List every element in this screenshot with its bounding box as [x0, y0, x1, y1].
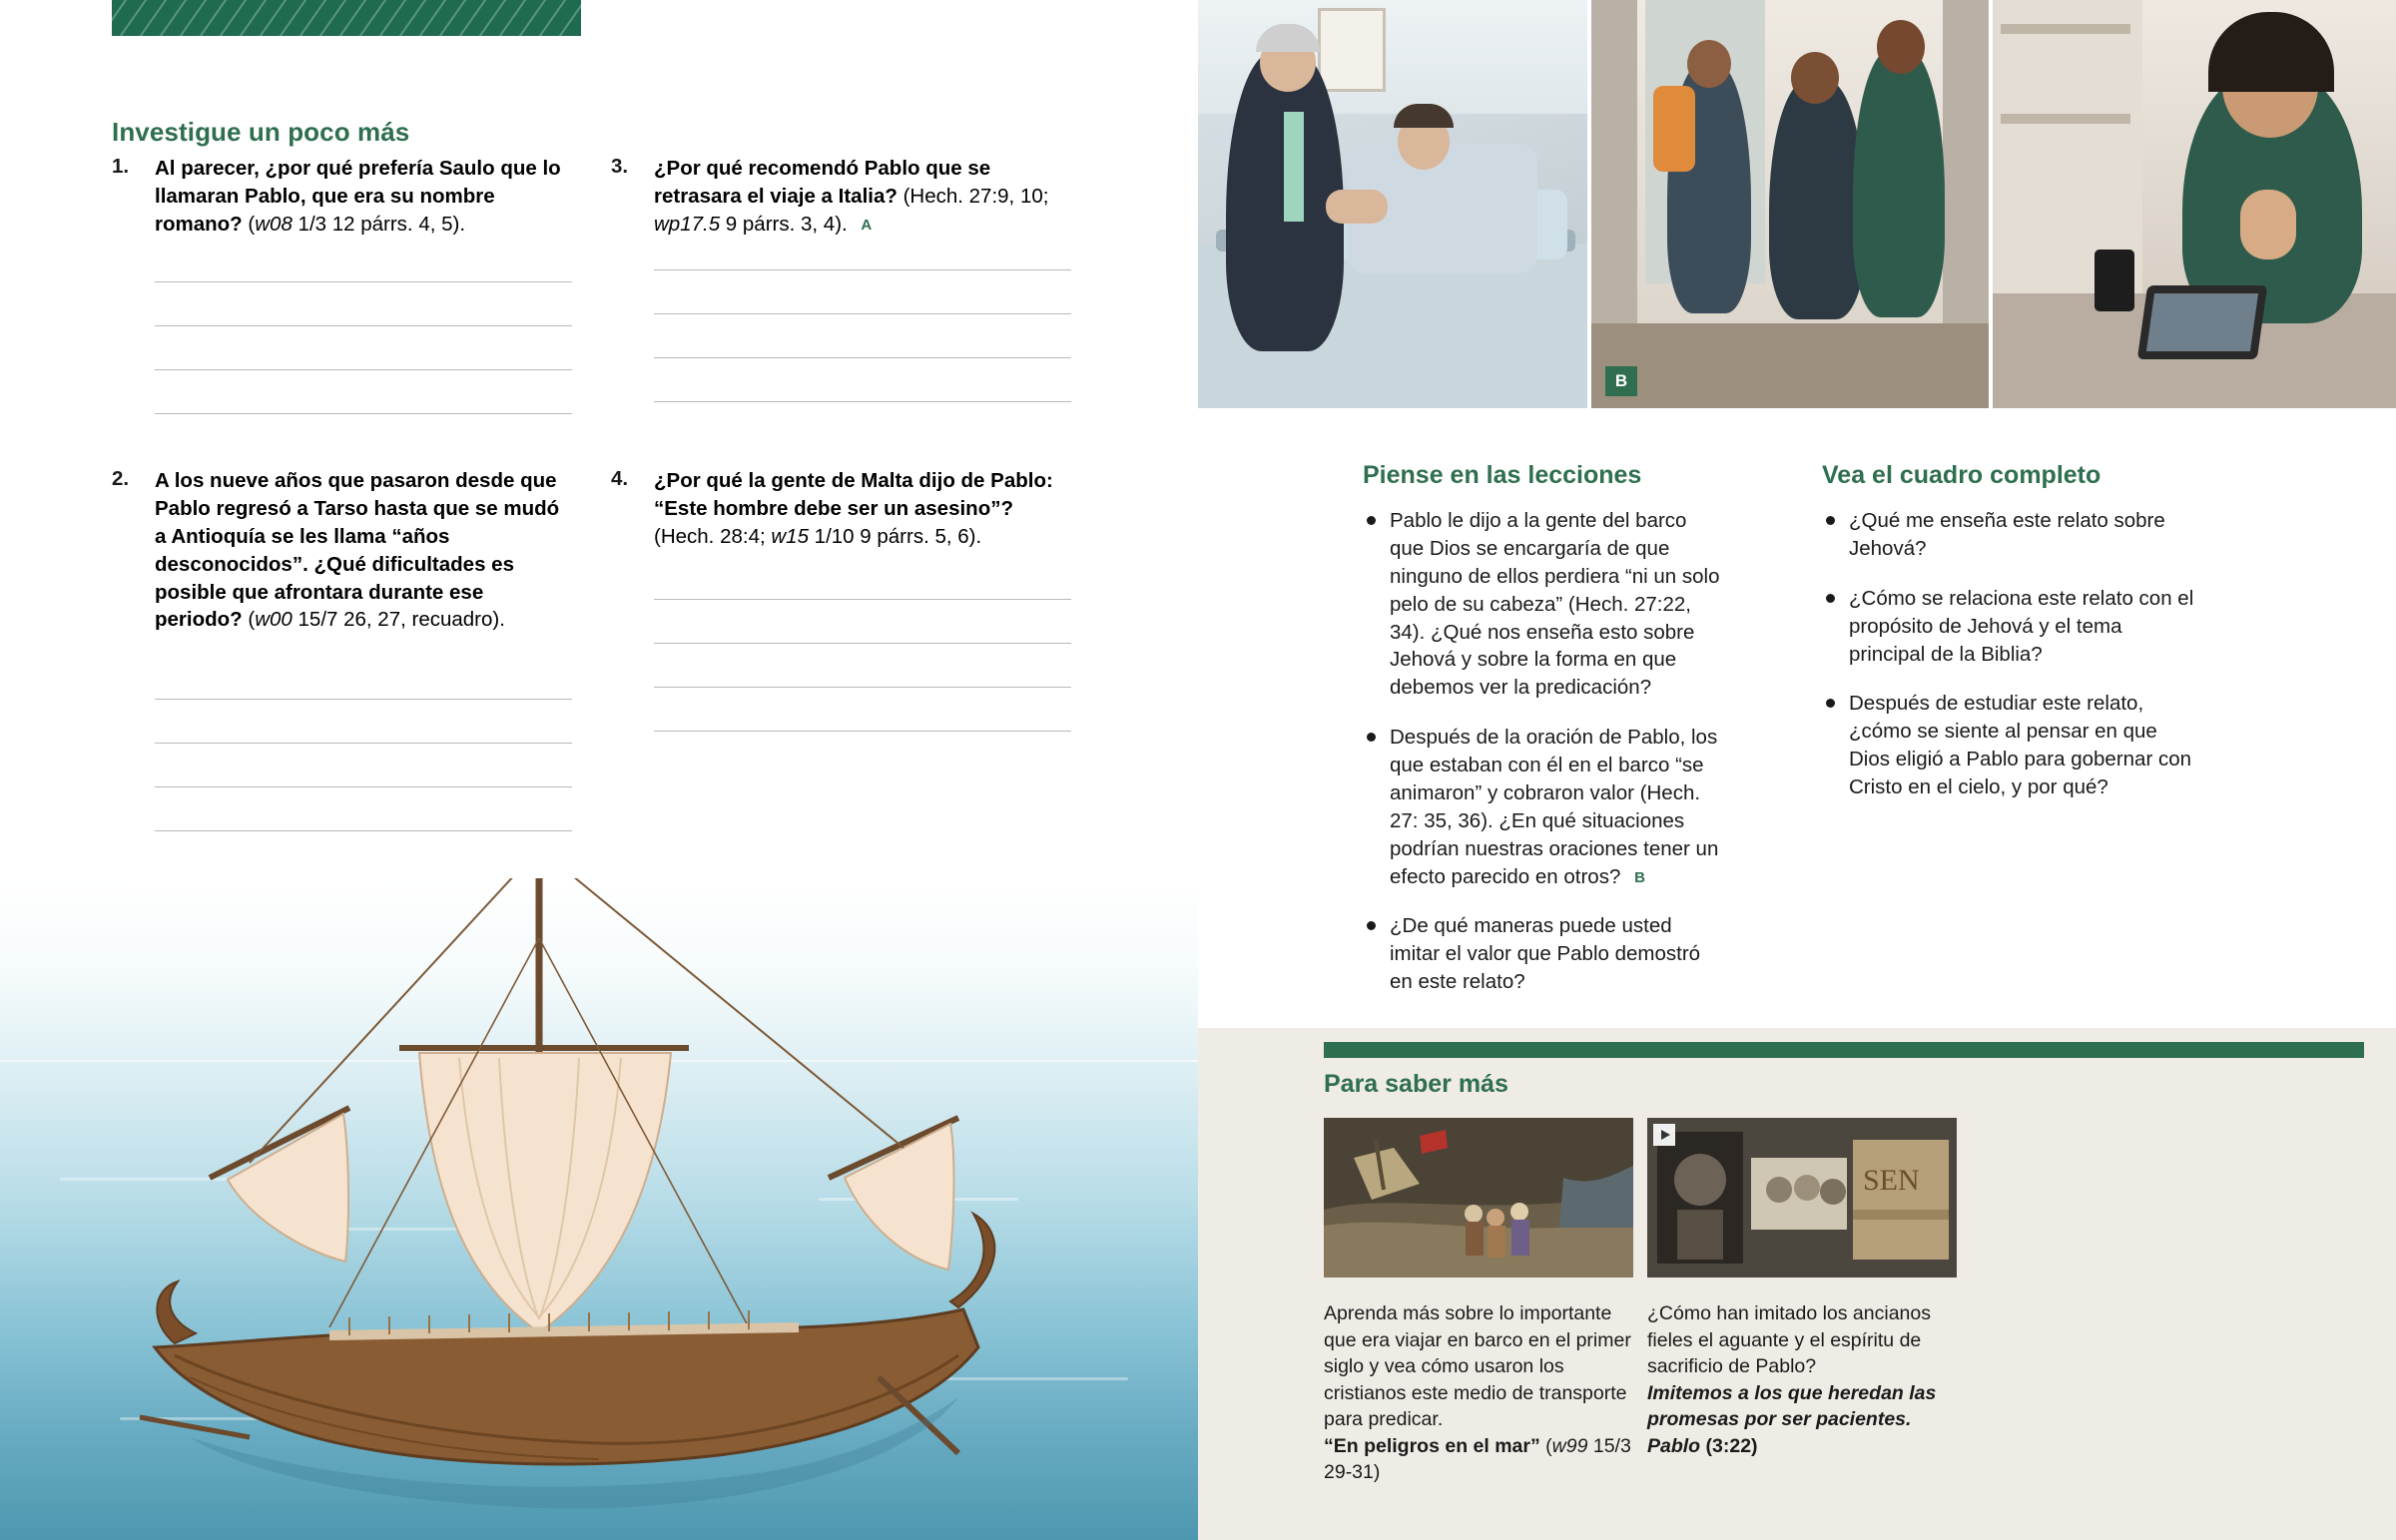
section-title-big-picture: Vea el cuadro completo [1822, 461, 2101, 489]
learn-more-thumb-video[interactable] [1647, 1118, 1957, 1278]
decorative-green-bar [112, 0, 581, 36]
question-4-ref-italic: w15 [771, 524, 809, 548]
question-2-text [155, 467, 569, 634]
lessons-badge-b: B [1634, 868, 1645, 886]
learn-more-rule [1324, 1042, 2364, 1058]
question-1-bold: Al parecer, ¿por qué prefería Saulo que lo llamaran Pablo, que era su nombre romano? [155, 157, 561, 236]
lessons-item-1: Pablo le dijo a la gente del barco que Dios se encargaría de que ninguno de ellos perdiera “ni un solo pelo de su cabeza” (Hech. 27:22, 34). ¿Qué nos enseña esto sobre Jehová y sobre la forma en que debemos ver la predicación? [1363, 507, 1722, 702]
question-3-number: 3. [611, 155, 629, 178]
question-3-ref-italic: wp17.5 [654, 212, 721, 236]
question-3-text [654, 155, 1068, 239]
question-4-number: 4. [611, 467, 629, 490]
big-picture-item-3: Después de estudiar este relato, ¿cómo se siente al pensar en que Dios eligió a Pablo para gobernar con Cristo en el cielo, y por qué? [1822, 690, 2201, 801]
question-2-ref-rest: 15/7 26, 27, recuadro). [292, 608, 505, 632]
question-2-ref-italic: w00 [255, 608, 293, 632]
learn-more-section [1198, 1028, 2396, 1540]
big-picture-list [1822, 507, 2201, 823]
learn-more-text-2 [1647, 1300, 1967, 1459]
learn-more-body-2: ¿Cómo han imitado los ancianos fieles el aguante y el espíritu de sacrificio de Pablo? [1647, 1302, 1931, 1378]
question-2-ref-prefix: ( [242, 608, 256, 632]
question-4-ref-prefix: (Hech. 28:4; [654, 524, 772, 548]
photo-strip [1198, 0, 2396, 408]
question-1-ref-rest: 1/3 12 párrs. 4, 5). [292, 212, 466, 236]
lessons-item-2-text: Después de la oración de Pablo, los que estaban con él en el barco “se animaron” y cobraron valor (Hech. 27: 35, 36). ¿En qué situaciones podrían nuestras oraciones tener un efecto parecido en otros? [1390, 726, 1719, 888]
question-3-ref-rest: 9 párrs. 3, 4). [720, 212, 848, 236]
question-3-bold: ¿Por qué recomendó Pablo que se retrasara el viaje a Italia? [654, 157, 991, 208]
lessons-item-3: ¿De qué maneras puede usted imitar el valor que Pablo demostró en este relato? [1363, 912, 1722, 996]
ship-illustration [0, 878, 1198, 1540]
question-4-text [654, 467, 1068, 551]
learn-more-ref-rest-1: 15/3 29-31) [1324, 1434, 1631, 1484]
lessons-item-2 [1363, 724, 1722, 890]
merchant-ship-svg [0, 878, 1198, 1540]
learn-more-ref-prefix-1: ( [1539, 1434, 1552, 1457]
photo-family-ministry [1591, 0, 1989, 408]
shipwreck-painting [1324, 1118, 1633, 1278]
play-icon[interactable] [1653, 1124, 1675, 1146]
lessons-list [1363, 507, 1722, 1018]
learn-more-body-1: Aprenda más sobre lo importante que era viajar en barco en el primer siglo y vea cómo usaron los cristianos este medio de transporte para predicar. [1324, 1302, 1631, 1431]
question-1-answer-lines[interactable] [155, 281, 572, 457]
question-4-answer-lines[interactable] [654, 599, 1071, 774]
video-thumbnail [1647, 1118, 1957, 1278]
question-4-ref-rest: 1/10 9 párrs. 5, 6). [808, 524, 982, 548]
question-3-ref-prefix: (Hech. 27:9, 10; [897, 184, 1049, 208]
question-2-answer-lines[interactable] [155, 699, 572, 874]
learn-more-ref-italic-1: w99 [1551, 1434, 1588, 1457]
question-2-bold: A los nueve años que pasaron desde que Pablo regresó a Tarso hasta que se mudó a Antioquía se les llama “años desconocidos”. ¿Qué dificultades es posible que afrontara durante ese periodo? [155, 469, 560, 632]
photo-hospital-visit [1198, 0, 1587, 408]
section-title-lessons: Piense en las lecciones [1363, 461, 1642, 489]
svg-text:SEN: SEN [1863, 1164, 1920, 1197]
big-picture-item-2: ¿Cómo se relaciona este relato con el propósito de Jehová y el tema principal de la Biblia? [1822, 585, 2201, 669]
learn-more-ref-2: (3:22) [1700, 1434, 1758, 1457]
question-1-ref-italic: w08 [255, 212, 293, 236]
learn-more-title-1: “En peligros en el mar” [1324, 1434, 1540, 1457]
question-1-text [155, 155, 569, 239]
learn-more-text-1 [1324, 1300, 1643, 1486]
question-4-bold: ¿Por qué la gente de Malta dijo de Pablo: “Este hombre debe ser un asesino”? [654, 469, 1053, 520]
question-2-number: 2. [112, 467, 130, 490]
photo-personal-study [1993, 0, 2396, 408]
question-1-ref-prefix: ( [242, 212, 256, 236]
question-1-number: 1. [112, 155, 130, 178]
big-picture-item-1: ¿Qué me enseña este relato sobre Jehová? [1822, 507, 2201, 563]
learn-more-thumb-article[interactable] [1324, 1118, 1633, 1278]
section-title-learn-more: Para saber más [1324, 1070, 1508, 1098]
learn-more-title-2: Imitemos a los que heredan las promesas por ser pacientes. Pablo [1647, 1381, 1937, 1457]
photo-badge-b: B [1605, 366, 1637, 396]
reference-badge-a: A [861, 216, 873, 234]
question-3-answer-lines[interactable] [654, 269, 1071, 445]
page-title-investigate: Investigue un poco más [112, 116, 410, 147]
